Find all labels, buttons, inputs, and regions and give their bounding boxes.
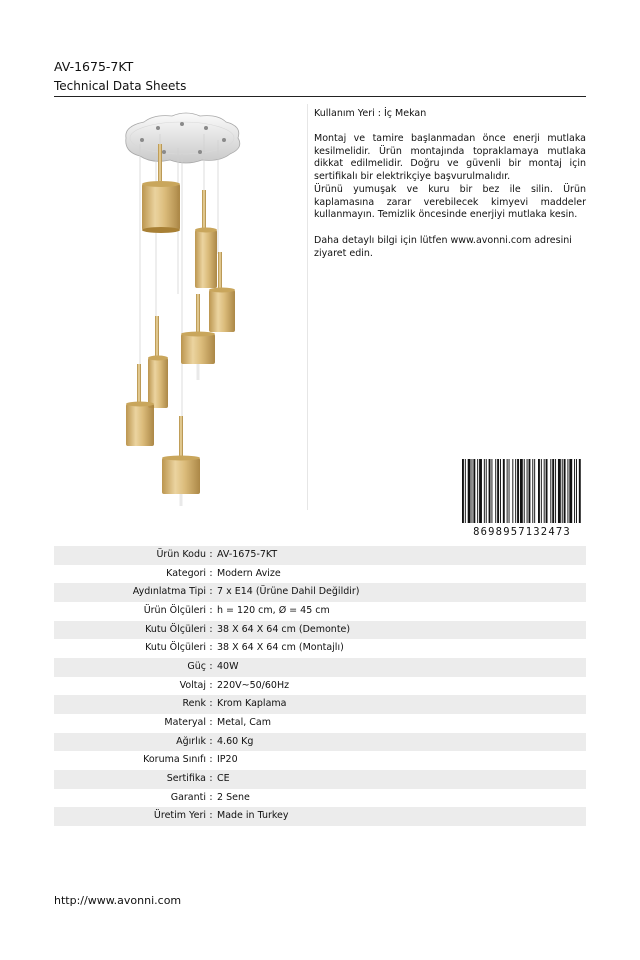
barcode — [459, 459, 585, 537]
spec-row — [54, 695, 586, 714]
spec-value: h = 120 cm, Ø = 45 cm — [217, 604, 330, 616]
spec-value: Modern Avize — [217, 567, 281, 579]
spec-separator: : — [209, 586, 213, 598]
spec-separator: : — [209, 567, 213, 579]
pendant-lamp — [148, 316, 168, 408]
document-subtitle: Technical Data Sheets — [54, 79, 187, 93]
spec-value: 38 X 64 X 64 cm (Demonte) — [217, 623, 351, 635]
spec-separator: : — [209, 716, 213, 728]
spec-label: Kategori — [166, 567, 206, 579]
spec-row — [54, 677, 586, 696]
spec-label: Ürün Kodu — [156, 549, 206, 560]
spec-separator: : — [209, 791, 213, 803]
spec-label: Renk — [182, 698, 206, 710]
spec-separator: : — [209, 698, 213, 710]
spec-row — [54, 789, 586, 808]
spec-table — [54, 546, 586, 826]
spec-value: AV-1675-7KT — [217, 549, 278, 560]
ceiling-canopy — [126, 113, 240, 163]
spec-value: 4.60 Kg — [217, 735, 254, 747]
spec-row — [54, 751, 586, 770]
spec-label: Garanti — [170, 791, 206, 803]
spec-value: 38 X 64 X 64 cm (Montajlı) — [217, 642, 344, 654]
barcode-bars — [462, 459, 581, 523]
footer-url[interactable]: http://www.avonni.com — [54, 894, 182, 907]
spec-label: Sertifika — [166, 772, 206, 784]
spec-separator: : — [209, 735, 213, 747]
spec-label: Kutu Ölçüleri — [145, 623, 206, 635]
spec-separator: : — [209, 642, 213, 654]
spec-value: 7 x E14 (Ürüne Dahil Değildir) — [217, 586, 360, 598]
spec-row — [54, 602, 586, 621]
spec-value: 220V~50/60Hz — [217, 679, 290, 691]
spec-separator: : — [209, 810, 213, 822]
cleaning-notice: Ürünü yumuşak ve kuru bir bez ile silin. Ürün kaplamasına zarar verebilecek kimyevi maddeler kullanmayın. Temizlik öncesinde enerjiyi mutlaka kesin. — [314, 184, 586, 220]
spec-value: Krom Kaplama — [217, 698, 287, 710]
spec-value: CE — [217, 772, 230, 784]
spec-row — [54, 807, 586, 826]
spec-label: Voltaj — [179, 679, 206, 691]
spec-value: 40W — [217, 660, 239, 672]
spec-label: Ağırlık — [176, 735, 206, 747]
spec-separator: : — [209, 772, 213, 784]
spec-separator: : — [209, 549, 213, 560]
spec-row — [54, 565, 586, 584]
spec-value: Made in Turkey — [217, 810, 289, 822]
spec-value: IP20 — [217, 754, 238, 766]
product-image — [54, 104, 308, 510]
header-divider — [54, 96, 586, 97]
safety-notice: Montaj ve tamire başlanmadan önce enerji mutlaka kesilmelidir. Ürün montajında topraklamaya mutlaka dikkat edilmelidir. Doğru ve güvenli bir montaj için sertifikalı bir elektrikçiye başvurulmalıdır. — [314, 133, 586, 182]
spec-row — [54, 621, 586, 640]
image-divider — [307, 104, 308, 510]
spec-separator: : — [209, 604, 213, 616]
spec-label: Koruma Sınıfı — [143, 754, 206, 766]
pendant-lamp — [195, 190, 217, 288]
product-code: AV-1675-7KT — [54, 59, 134, 74]
spec-row — [54, 714, 586, 733]
spec-row — [54, 770, 586, 789]
spec-row — [54, 546, 586, 565]
spec-separator: : — [209, 679, 213, 691]
more-info-notice: Daha detaylı bilgi için lütfen www.avonni.com adresini ziyaret edin. — [314, 235, 572, 259]
barcode-number: 8698957132473 — [473, 526, 571, 537]
pendant-lamp — [162, 416, 200, 506]
spec-separator: : — [209, 660, 213, 672]
spec-value: 2 Sene — [217, 791, 250, 803]
spec-row — [54, 733, 586, 752]
spec-separator: : — [209, 754, 213, 766]
usage-location: Kullanım Yeri : İç Mekan — [314, 108, 427, 119]
spec-separator: : — [209, 623, 213, 635]
spec-row — [54, 583, 586, 602]
spec-label: Ürün Ölçüleri — [143, 604, 206, 616]
spec-label: Materyal — [164, 716, 206, 728]
spec-label: Kutu Ölçüleri — [145, 642, 206, 654]
spec-row — [54, 639, 586, 658]
spec-value: Metal, Cam — [217, 716, 271, 728]
spec-label: Güç — [187, 660, 206, 672]
spec-row — [54, 658, 586, 677]
spec-label: Aydınlatma Tipi — [132, 586, 206, 598]
spec-label: Üretim Yeri — [153, 810, 206, 822]
